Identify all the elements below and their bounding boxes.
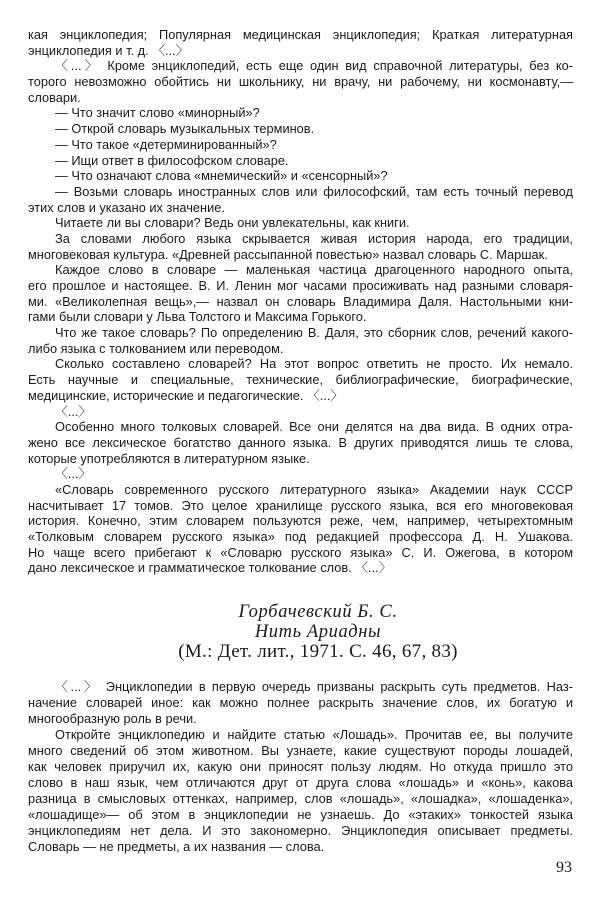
text-line: многовековая культура. «Древней рассыпанной повестью» назвал словарь С. Маршак. — [28, 246, 548, 262]
text-line: гами были словари у Льва Толстого и Максима Горького. — [28, 309, 367, 325]
text-line: «Словарь современного русского литературного языка» Академии наук СССР — [55, 481, 573, 497]
page-number: 93 — [556, 859, 572, 876]
paragraph — [28, 105, 573, 121]
text-line: его прошлое и настоящее. В. И. Ленин мог часами просиживать над разными словаря- — [28, 278, 573, 293]
citation-source: (М.: Дет. лит., 1971. С. 46, 67, 83) — [178, 641, 458, 662]
top-text-block — [28, 27, 573, 576]
citation-heading — [0, 602, 600, 662]
text-line: ми. «Великолепная вещь»,— назвал он словарь Владимира Даля. Настольными кни- — [28, 293, 573, 309]
text-line: Сколько составлено словарей? На этот вопрос ответить не просто. Их немало. — [55, 356, 573, 372]
text-line: насчитывает 17 томов. Это целое хранилище русского языка, вся его многовековая — [28, 497, 573, 513]
text-line: кая энциклопедия; Популярная медицинская энциклопедия; Краткая литературная — [28, 27, 573, 42]
text-line: «лошадище»— об этом в энциклопедии не узнаешь. До «этаких» тонкостей языка — [28, 807, 573, 822]
paragraph — [28, 404, 573, 420]
text-line: начение словарей иное: как можно полнее раскрыть значение слов, их богатую и — [28, 695, 573, 710]
text-line: Откройте энциклопедию и найдите статью «Лошадь». Прочитав ее, вы получите — [55, 727, 573, 742]
paragraph — [28, 153, 573, 169]
text-line: Есть научные и специальные, технические, библиографические, биографические, — [28, 372, 573, 388]
text-line: Что же такое словарь? По определению В. Даля, это сборник слов, речений какого- — [55, 325, 573, 341]
paragraph — [28, 137, 573, 153]
paragraph — [28, 168, 573, 184]
text-line: — Что такое «детерминированный»? — [55, 136, 277, 152]
paragraph — [28, 184, 573, 215]
text-line: дано лексическое и грамматическое толкование слов. 〈...〉 — [28, 560, 392, 576]
paragraph — [28, 27, 573, 58]
text-line: Особенно много толковых словарей. Все они делятся на два вида. В одних отра- — [55, 419, 573, 435]
citation-title: Нить Ариадны — [254, 622, 382, 642]
text-line: разница в смысловых оттенках, например, слов «лошадь», «лошадка», «лошаденка», — [28, 791, 573, 806]
paragraph — [28, 679, 573, 727]
text-line: либо языка с толкованием или переводом. — [28, 340, 284, 356]
text-line: медицинские, исторические и педагогические. 〈...〉 — [28, 387, 344, 403]
text-line: — Ищи ответ в философском словаре. — [55, 152, 289, 168]
paragraph — [28, 121, 573, 137]
text-line: торого невозможно обойтись ни школьнику, ни врачу, ни рабочему, ни космонавту,— — [28, 74, 573, 90]
text-line: которые употребляются в литературном языке. — [28, 450, 310, 466]
paragraph — [28, 727, 573, 855]
paragraph — [28, 262, 573, 325]
text-line: жено все лексическое богатство данного языка. В других приводятся лишь те слова, — [28, 434, 573, 450]
text-line: За словами любого языка скрывается живая история народа, его традиции, — [55, 230, 573, 246]
text-line: — Что значит слово «минорный»? — [55, 105, 260, 121]
text-line: энциклопедиям нет дела. И это закономерно. Энциклопедия описывает предметы. — [28, 823, 573, 838]
text-line: 〈...〉 — [55, 466, 92, 482]
paragraph — [28, 356, 573, 403]
paragraph — [28, 58, 573, 105]
text-line: — Что означают слова «мнемический» и «сенсорный»? — [55, 168, 388, 184]
text-line: 〈...〉 — [55, 403, 92, 419]
text-line: многообразную роль в речи. — [28, 711, 197, 726]
text-line: — Открой словарь музыкальных терминов. — [55, 121, 315, 137]
text-line: как человек приручил их, какую они приносят пользу людям. Но откуда пришло это — [28, 759, 573, 774]
text-line: Читаете ли вы словари? Ведь они увлекательны, как книги. — [55, 215, 410, 231]
text-line: Но чаще всего прибегают к «Словарю русского языка» С. И. Ожегова, в котором — [28, 544, 573, 560]
paragraph — [28, 325, 573, 356]
text-line: много сведений об этом животном. Вы узнаете, какие существуют породы лошадей, — [28, 743, 573, 758]
text-line: энциклопедия и т. д. 〈...〉 — [28, 42, 189, 58]
paragraph — [28, 231, 573, 262]
text-line: — Возьми словарь иностранных слов или философский, там есть точный перевод — [55, 183, 573, 199]
bottom-text-block — [28, 679, 573, 855]
text-line: 〈...〉 Кроме энциклопедий, есть еще один вид справочной литературы, без ко- — [55, 58, 573, 74]
text-line: Каждое слово в словаре — маленькая частица драгоценного народного опыта, — [55, 262, 573, 278]
citation-author: Горбачевский Б. С. — [238, 602, 398, 622]
text-line: 〈...〉 Энциклопедии в первую очередь призваны раскрыть суть предметов. Наз- — [55, 679, 573, 694]
text-line: словари. — [28, 89, 81, 105]
text-line: этих слов и указано их значение. — [28, 199, 225, 215]
text-line: Словарь — не предметы, а их названия — слова. — [28, 839, 325, 854]
text-line: история. Конечно, этим словарем пользуются реже, чем, например, четырехтомным — [28, 513, 573, 529]
paragraph — [28, 482, 573, 576]
text-line: слово в наш язык, чем отличаются друг от друга слова «лошадь» и «конь», какова — [28, 775, 573, 790]
text-line: «Толковым словарем русского языка» под редакцией профессора Д. Н. Ушакова. — [28, 529, 573, 544]
paragraph — [28, 215, 573, 231]
paragraph — [28, 466, 573, 482]
paragraph — [28, 419, 573, 466]
